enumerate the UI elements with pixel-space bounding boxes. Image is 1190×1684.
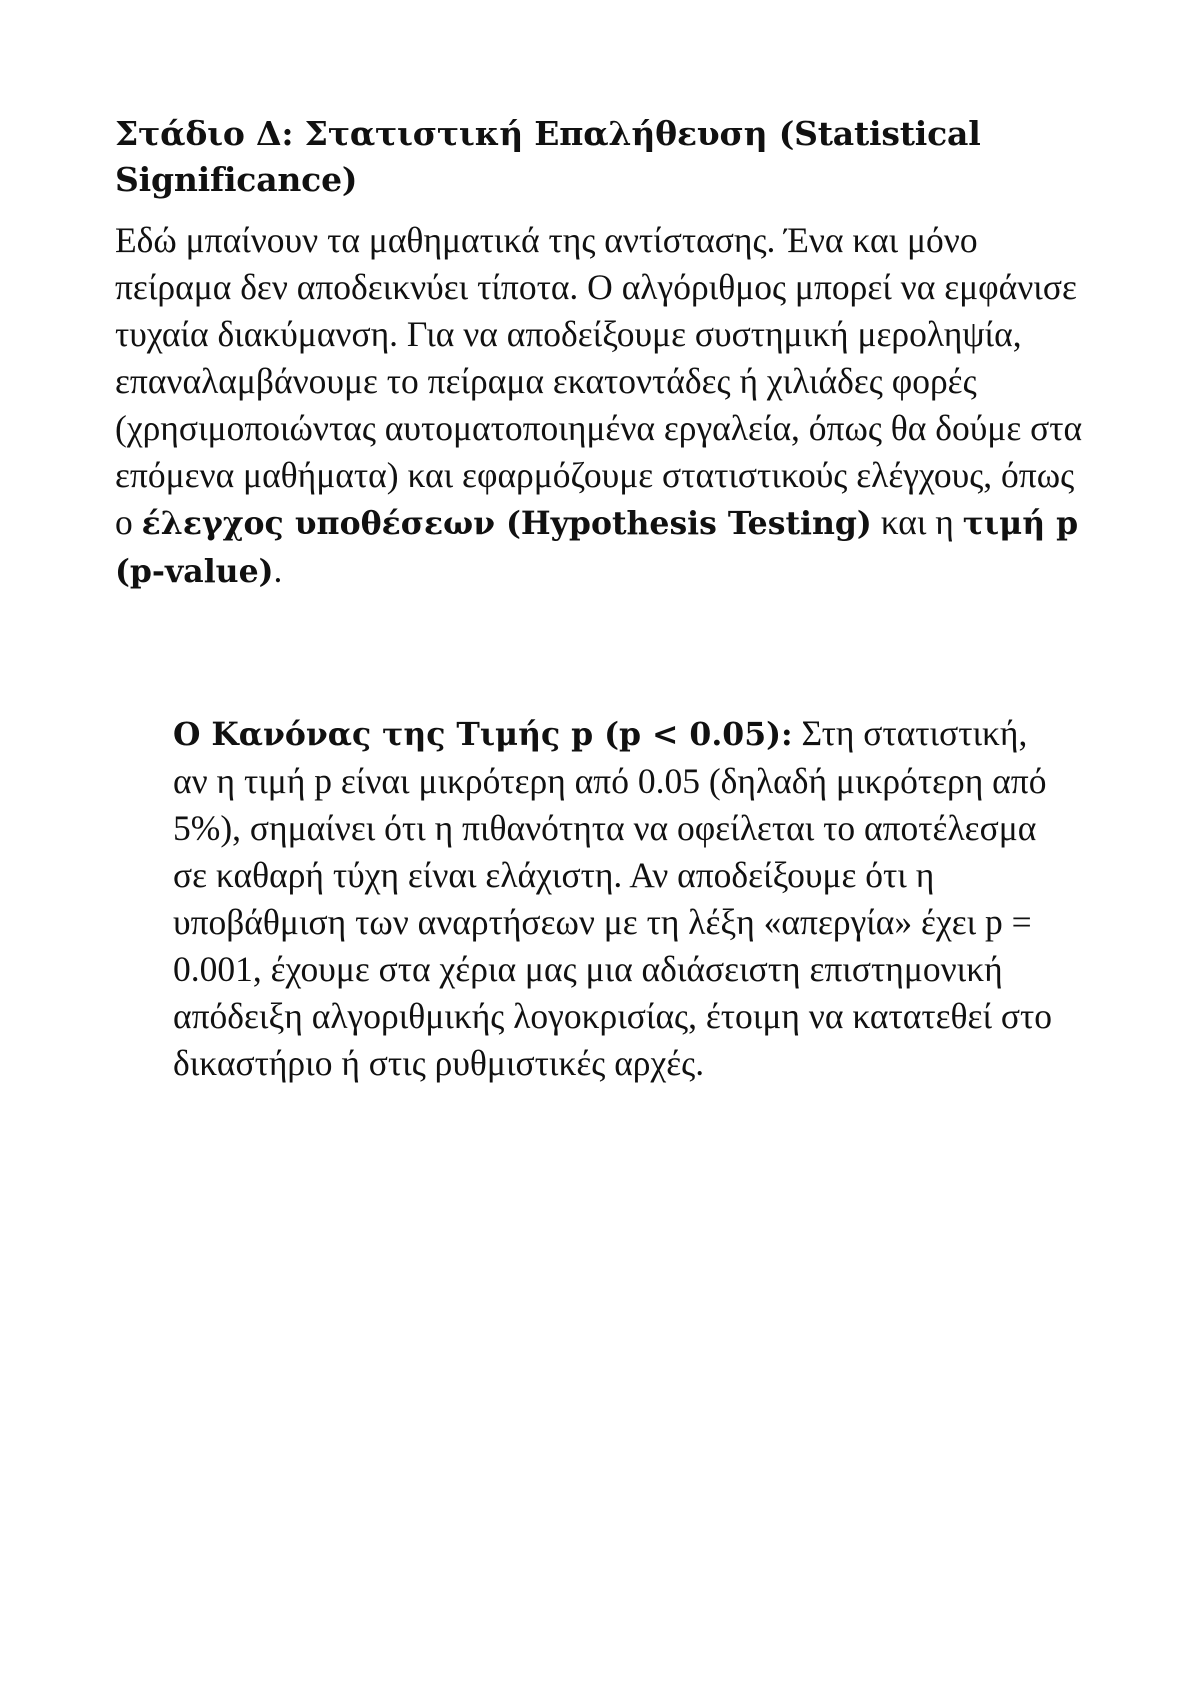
p-value-rule-quote: [173, 710, 1053, 1087]
section-heading: Στάδιο Δ: Στατιστική Επαλήθευση (Statistical Significance): [115, 114, 981, 199]
quote-text: Στη στατιστική, αν η τιμή p είναι μικρότερη από 0.05 (δηλαδή μικρότερη από 5%), σημαίνει ότι η πιθανότητα να οφείλεται το αποτέλεσμα σε καθαρή τύχη είναι ελάχιστη. Αν αποδείξουμε ότι η υποβάθμιση των αναρτήσεων με τη λέξη «απεργία» έχει p = 0.001, έχουμε στα χέρια μας μια αδιάσειστη επιστημονική απόδειξη αλγοριθμικής λογοκρισίας, έτοιμη να κατατεθεί στο δικαστήριο ή στις ρυθμιστικές αρχές.: [173, 713, 1053, 1083]
paragraph-text-2: και η: [871, 502, 963, 542]
paragraph-text-3: .: [273, 550, 283, 590]
paragraph-text-1: Εδώ μπαίνουν τα μαθηματικά της αντίστασης. Ένα και μόνο πείραμα δεν αποδεικνύει τίποτα. Ο αλγόριθμος μπορεί να εμφάνισε τυχαία διακύμανση. Για να αποδείξουμε συστημική μεροληψία, επαναλαμβάνουμε το πείραμα εκατοντάδες ή χιλιάδες φορές (χρησιμοποιώντας αυτοματοποιημένα εργαλεία, όπως θα δούμε στα επόμενα μαθήματα) και εφαρμόζουμε στατιστικούς ελέγχους, όπως ο: [115, 220, 1083, 542]
term-hypothesis-testing: έλεγχος υποθέσεων (Hypothesis Testing): [141, 505, 872, 542]
body-paragraph: [115, 217, 1095, 595]
term-p-value: τιμή p (p-value): [115, 505, 1079, 590]
quote-title: Ο Κανόνας της Τιμής p (p < 0.05):: [173, 716, 793, 753]
